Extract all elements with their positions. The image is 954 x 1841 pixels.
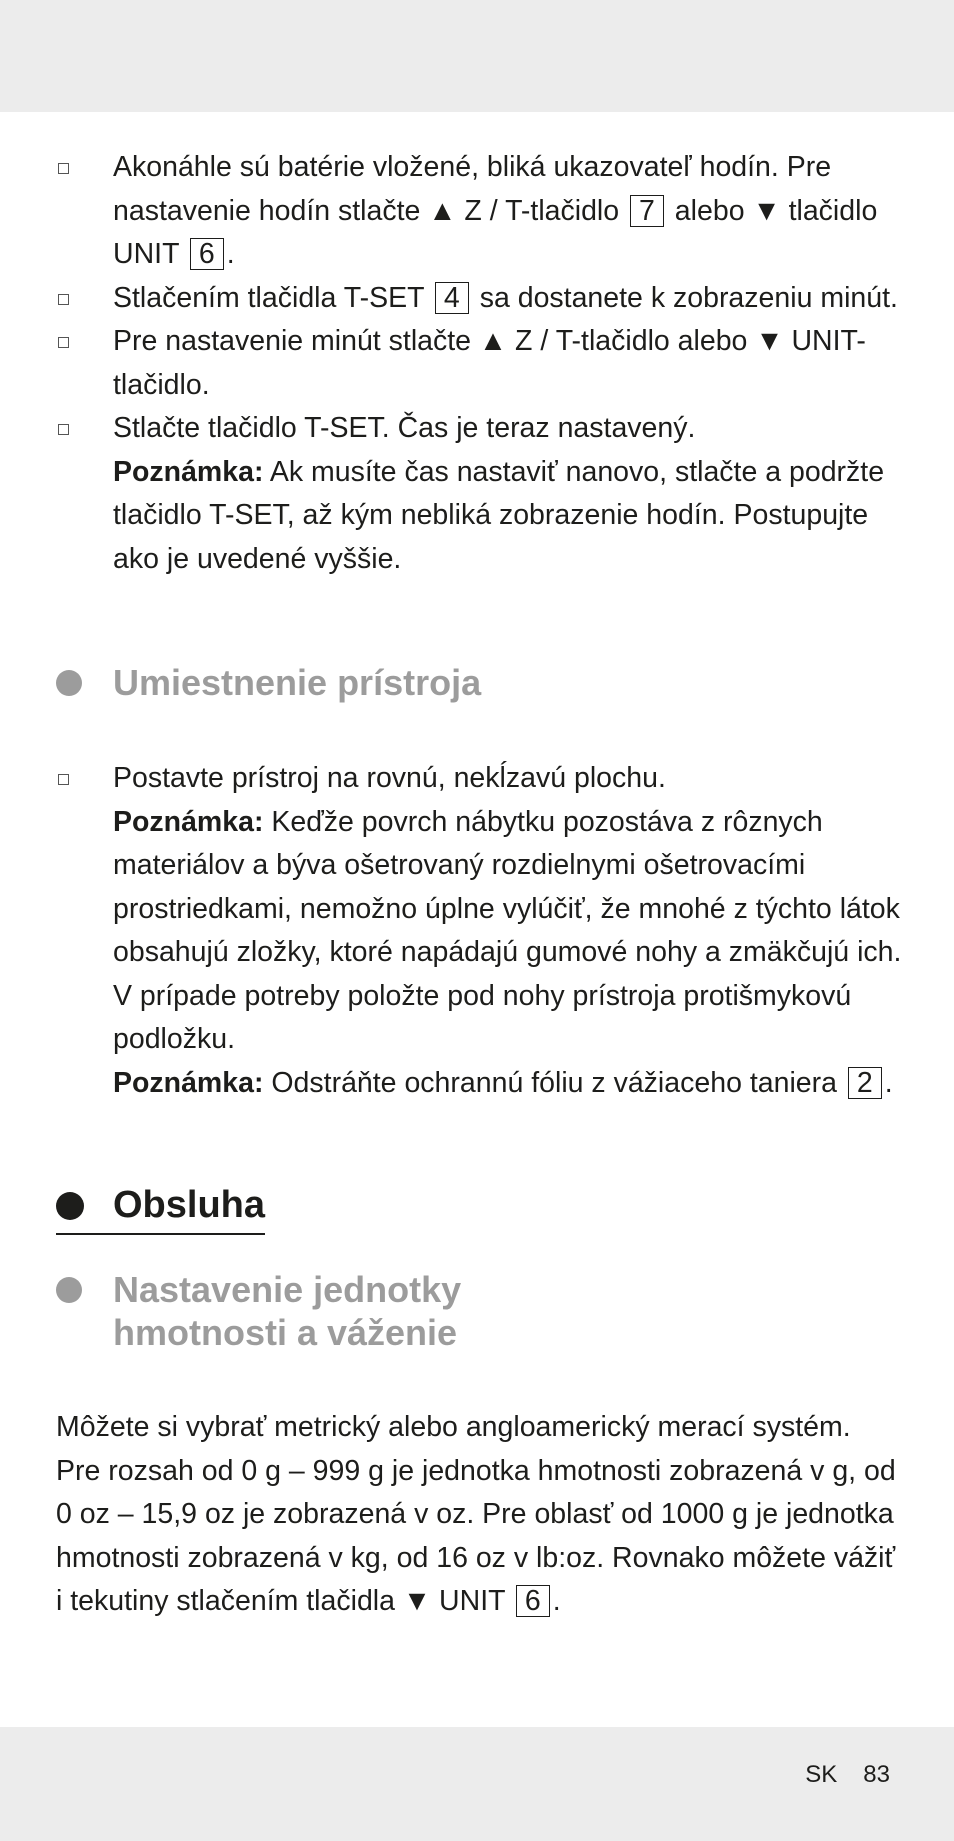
checkbox-bullet-icon: [58, 294, 69, 305]
bullet-dot-icon: [56, 1277, 82, 1303]
note-label: Poznámka:: [113, 805, 264, 838]
units-paragraph: Môžete si vybrať metrický alebo angloamerický merací systém. Pre rozsah od 0 g – 999 g je jednotka hmotnosti zobrazená v g, od 0 oz – 15,9 oz je zobrazená v oz. Pre oblasť od 1000 g je jednotka hmotnosti zobrazená v kg, od 16 oz v lb:oz. Rovnako môžete vážiť i tekutiny stlačením tlačidla ▼ UNIT 6 .: [56, 1411, 896, 1617]
steps-list-clock: [56, 146, 902, 581]
header-band: [0, 0, 954, 112]
note-label: Poznámka:: [113, 455, 264, 488]
bullet-dot-icon: [56, 670, 82, 696]
list-item: Pre nastavenie minút stlačte ▲ Z / T-tlačidlo alebo ▼ UNIT-tlačidlo.: [56, 320, 902, 407]
checkbox-bullet-icon: [58, 424, 69, 435]
part-number-badge: 6: [516, 1585, 550, 1617]
part-number-badge: 6: [190, 238, 224, 270]
section-heading-units: Nastavenie jednotky hmotnosti a váženie: [56, 1268, 902, 1354]
bullet-dot-icon: [56, 1192, 84, 1220]
note: Poznámka: Odstráňte ochrannú fóliu z vážiaceho taniera 2 .: [113, 1066, 893, 1099]
list-item: Akonáhle sú batérie vložené, bliká ukazovateľ hodín. Pre nastavenie hodín stlačte ▲ Z / T-tlačidlo 7 alebo ▼ tlačidlo UNIT 6 .: [56, 146, 902, 277]
part-number-badge: 2: [848, 1067, 882, 1099]
page-number: 83: [863, 1761, 890, 1788]
note-label: Poznámka:: [113, 1066, 264, 1099]
steps-list-placement: [56, 757, 902, 1105]
section-heading-placement: Umiestnenie prístroja: [56, 661, 902, 704]
list-item: Postavte prístroj na rovnú, nekĺzavú plochu. Poznámka: Keďže povrch nábytku pozostáva z rôznych materiálov a býva ošetrovaný rozdielnymi ošetrovacími prostriedkami, nemožno úplne vylúčiť, že mnohé z týchto látok obsahujú zložky, ktoré napádajú gumové nohy a zmäkčujú ich. V prípade potreby položte pod nohy prístroja protišmykovú podložku. Poznámka: Odstráňte ochrannú fóliu z vážiaceho taniera 2 .: [56, 757, 902, 1105]
page-footer: [779, 1760, 890, 1790]
list-item: Stlačte tlačidlo T-SET. Čas je teraz nastavený. Poznámka: Ak musíte čas nastaviť nanovo, stlačte a podržte tlačidlo T-SET, až kým nebliká zobrazenie hodín. Postupujte ako je uvedené vyššie.: [56, 407, 902, 581]
checkbox-bullet-icon: [58, 774, 69, 785]
page-content: [56, 146, 902, 1624]
note: Poznámka: Ak musíte čas nastaviť nanovo, stlačte a podržte tlačidlo T-SET, až kým nebliká zobrazenie hodín. Postupujte ako je uvedené vyššie.: [113, 455, 885, 575]
part-number-badge: 4: [435, 282, 469, 314]
part-number-badge: 7: [630, 195, 664, 227]
checkbox-bullet-icon: [58, 163, 69, 174]
list-item: Stlačením tlačidla T-SET 4 sa dostanete k zobrazeniu minút.: [56, 277, 902, 321]
note: Poznámka: Keďže povrch nábytku pozostáva z rôznych materiálov a býva ošetrovaný rozdielnymi ošetrovacími prostriedkami, nemožno úplne vylúčiť, že mnohé z týchto látok obsahujú zložky, ktoré napádajú gumové nohy a zmäkčujú ich. V prípade potreby položte pod nohy prístroja protišmykovú podložku.: [113, 805, 902, 1055]
language-code: SK: [805, 1761, 838, 1788]
chapter-heading-operation: Obsluha: [56, 1183, 265, 1235]
checkbox-bullet-icon: [58, 337, 69, 348]
